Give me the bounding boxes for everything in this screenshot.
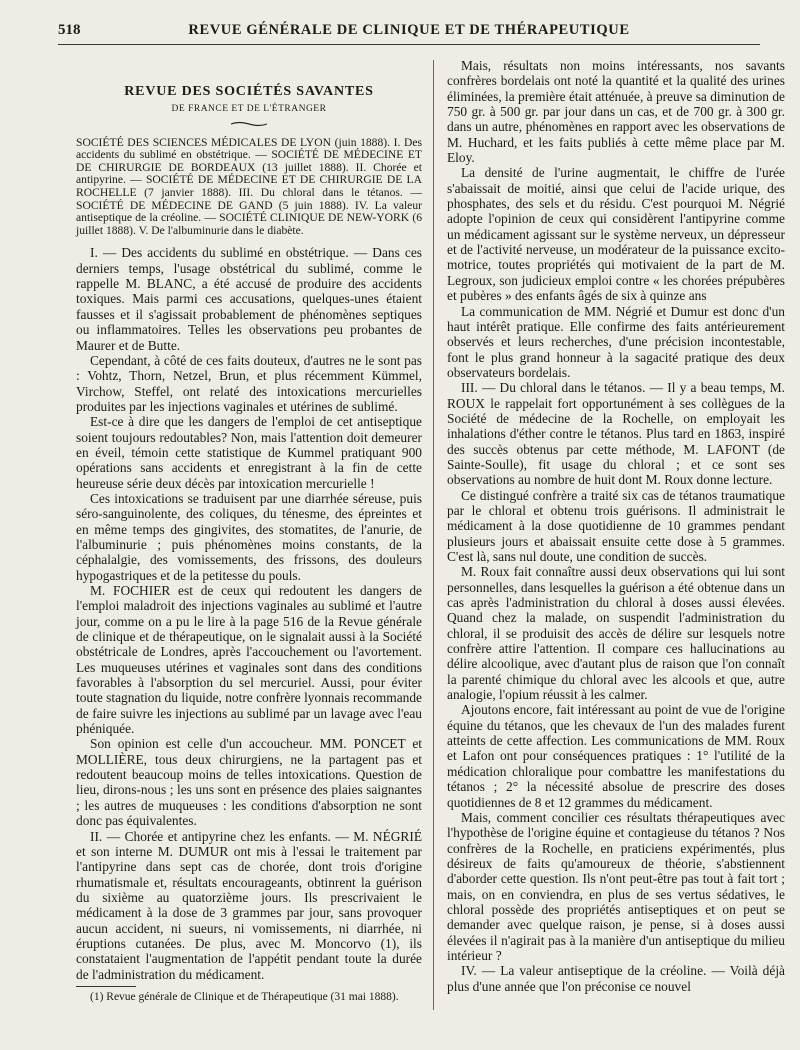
paragraph: M. Roux fait connaître aussi deux observations qui lui sont personnelles, dans lesquelles la guérison a été obtenue dans un cas après l'administration du chloral à doses aussi élevées. Quand chez la malade, on suspendit l'administration du chloral, il se produisit des accès de délire sur lesquels notre confrère attire l'attention. Il compare ces hallucinations au délire alcoolique, avec d'autant plus de raison que l'on connaît la parenté chimique du chloral avec les alcools et que, autre analogie, l'opium réussit à les calmer. (447, 564, 785, 703)
paragraph: Son opinion est celle d'un accoucheur. MM. PONCET et MOLLIÈRE, tous deux chirurgiens, ne la partagent pas et redoutent beaucoup moins de telles intoxications. Question de lieu, dirons-nous ; les uns sont en présence des plaies saignantes ; les autres de muqueuses : les conditions d'absorption ne sont donc pas équivalentes. (76, 736, 422, 829)
column-divider (433, 60, 434, 1010)
paragraph: M. FOCHIER est de ceux qui redoutent les dangers de l'emploi maladroit des injections vaginales au sublimé et l'autre jour, comme on a pu le lire à la page 516 de la Revue générale de clinique et de thérapeutique, on le signalait aussi à la Société obstétricale de Londres, après l'accouchement ou l'avortement. Les muqueuses utérines et vaginales sont dans des conditions favorables à l'absorption du sel mercuriel. Aussi, pour éviter toute stagnation du liquide, notre confrère lyonnais recommande de faire suivre les injections au sublimé par un lavage avec l'eau phéniquée. (76, 583, 422, 737)
paragraph: Mais, résultats non moins intéressants, nos savants confrères bordelais ont noté la quantité et la qualité des urines éliminées, la première était atténuée, à preuve sa diminution de 750 gr. à 500 gr. par jour dans un cas, et de 700 gr. à 300 gr. dans un autre, phénomènes en rapport avec les observations de M. Huchard, et les faits publiés à cette même place par M. Eloy. (447, 58, 785, 166)
paragraph: II. — Chorée et antipyrine chez les enfants. — M. NÉGRIÉ et son interne M. DUMUR ont mis à l'essai le traitement par l'antipyrine dans sept cas de chorée, dont trois d'origine rhumatismale et, résultats encourageants, obtinrent la guérison du sixième au quatorzième jours. Ils prescrivaient le médicament à la dose de 3 grammes par jour, sans provoquer aucun accident, ni sueurs, ni vomissements, ni diarrhée, ni éruptions cutanées. De plus, avec M. Moncorvo (1), ils constataient l'augmentation de l'appétit pendant toute la durée de l'administration du médicament. (76, 828, 422, 982)
paragraph: Ajoutons encore, fait intéressant au point de vue de l'origine équine du tétanos, que les chevaux de l'un des malades furent atteints de cette affection. Les communications de MM. Roux et Lafon ont pour conséquences pratiques : 1° l'utilité de la médication chloralique pour combattre les manifestations du tétanos ; 2° la nécessité absolue de prescrire des doses quotidiennes de 8 et 12 grammes du médicament. (447, 702, 785, 810)
left-column (76, 58, 422, 982)
right-column (447, 58, 785, 994)
paragraph: III. — Du chloral dans le tétanos. — Il y a beau temps, M. ROUX le rappelait fort opportunément à ses collègues de la Société de médecine de la Rochelle, on employait les inhalations d'éther contre le tétanos. Plus tard en 1863, inspiré des succès obtenus par cette méthode, M. LAFONT (de Sainte-Soulle), fit usage du chloral ; et ce sont ses observations au nombre de huit dont M. Roux donne lecture. (447, 380, 785, 488)
paragraph: Mais, comment concilier ces résultats thérapeutiques avec l'hypothèse de l'origine équine et contagieuse du tétanos ? Nos confrères de la Rochelle, en praticiens expérimentés, plus désireux de faits qu'amoureux de théorie, s'abstiennent d'aborder cette question. Ils n'ont peut-être pas tout à fait tort ; mais, on en conviendra, en plus de ses vertus sédatives, le chloral possède des propriétés antiseptiques et on peut se demander avec quelque raison, je pense, si à doses aussi élevées il n'agirait pas à la manière d'un antiseptique du milieu intérieur ? (447, 809, 785, 963)
footnote-rule (76, 986, 136, 987)
paragraph: Cependant, à côté de ces faits douteux, d'autres ne le sont pas : Vohtz, Thorn, Netzel, Brun, et plus récemment Kümmel, Virchow, Steffel, ont relaté des intoxications mercurielles produites par les injections vaginales et utérines de sublimé. (76, 352, 422, 414)
paragraph: IV. — La valeur antiseptique de la créoline. — Voilà déjà plus d'une année que l'on préconise ce nouvel (447, 963, 785, 994)
journal-title: REVUE GÉNÉRALE DE CLINIQUE ET DE THÉRAPEUTIQUE (188, 22, 630, 38)
section-summary: SOCIÉTÉ DES SCIENCES MÉDICALES DE LYON (juin 1888). I. Des accidents du sublimé en obstétrique. — SOCIÉTÉ DE MÉDECINE ET DE CHIRURGIE DE BORDEAUX (13 juillet 1888). II. Chorée et antipyrine. — SOCIÉTÉ DE MÉDECINE ET DE CHIRURGIE DE LA ROCHELLE (7 janvier 1888). III. Du chloral dans le tétanos. — SOCIÉTÉ DE MÉDECINE DE GAND (5 juin 1888). IV. La valeur antiseptique de la créoline. — SOCIÉTÉ CLINIQUE DE NEW-YORK (6 juillet 1888). V. De l'albuminurie dans le diabète. (76, 135, 422, 237)
paragraph: La communication de MM. Négrié et Dumur est donc d'un haut intérêt pratique. Elle confirme des faits antérieurement observés et leurs recherches, d'une précision incontestable, font le plus grand honneur à la sagacité pratique des deux observateurs bordelais. (447, 303, 785, 380)
footnote-area (76, 968, 422, 1005)
footnote: (1) Revue générale de Clinique et de Thérapeutique (31 mai 1888). (90, 991, 399, 1003)
page-number: 518 (58, 22, 81, 38)
paragraph: La densité de l'urine augmentait, le chiffre de l'urée s'abaissait de moitié, ainsi que celui de l'acide urique, des phosphates, des sels et du résidu. C'est pourquoi M. Négrié adopte l'opinion de ceux qui considèrent l'antipyrine comme un médicament agissant sur le système nerveux, un dépresseur et de l'activité nerveuse, un modérateur de la puissance excito-motrice, toutes propriétés qui motivaient de la part de M. Legroux, son judicieux emploi contre « les chorées prépubères et pubères » des enfants âgés de six à quinze ans (447, 165, 785, 304)
paragraph: Ce distingué confrère a traité six cas de tétanos traumatique par le chloral et obtenu trois guérisons. Il administrait le médicament à la dose quotidienne de 10 grammes pendant plusieurs jours et abaissait ensuite cette dose à 5 grammes. C'est là, sans nul doute, une condition de succès. (447, 487, 785, 564)
section-subtitle: DE FRANCE ET DE L'ÉTRANGER (171, 104, 327, 115)
section-title: REVUE DES SOCIÉTÉS SAVANTES (124, 84, 374, 99)
running-head (58, 18, 760, 45)
paragraph: I. — Des accidents du sublimé en obstétrique. — Dans ces derniers temps, l'usage obstétrical du sublimé, comme le rappelle M. BLANC, a été accusé de produire des accidents toxiques. Mais parmi ces accusations, quelques-unes étaient fausses et il s'agissait probablement de phénomènes septiques ou inflammatoires. Telles les observations peu probantes de Maurer et de Butte. (76, 245, 422, 353)
ornament-flourish-icon (229, 121, 269, 127)
paragraph: Est-ce à dire que les dangers de l'emploi de cet antiseptique soient toujours redoutables? Non, mais l'attention doit demeurer en éveil, témoin cette statistique de Kummel pratiquant 900 opérations sans accidents et enregistrant à la fin de cette heureuse série deux décès par intoxication mercurielle ! (76, 414, 422, 491)
paragraph: Ces intoxications se traduisent par une diarrhée séreuse, puis séro-sanguinolente, des coliques, du ténesme, des épreintes et en même temps des gingivites, des stomatites, de l'anurie, de l'albuminurie ; puis phénomènes moins constants, de la céphalalgie, des vomissements, des frissons, des douleurs hypogastriques et de la petitesse du pouls. (76, 490, 422, 583)
